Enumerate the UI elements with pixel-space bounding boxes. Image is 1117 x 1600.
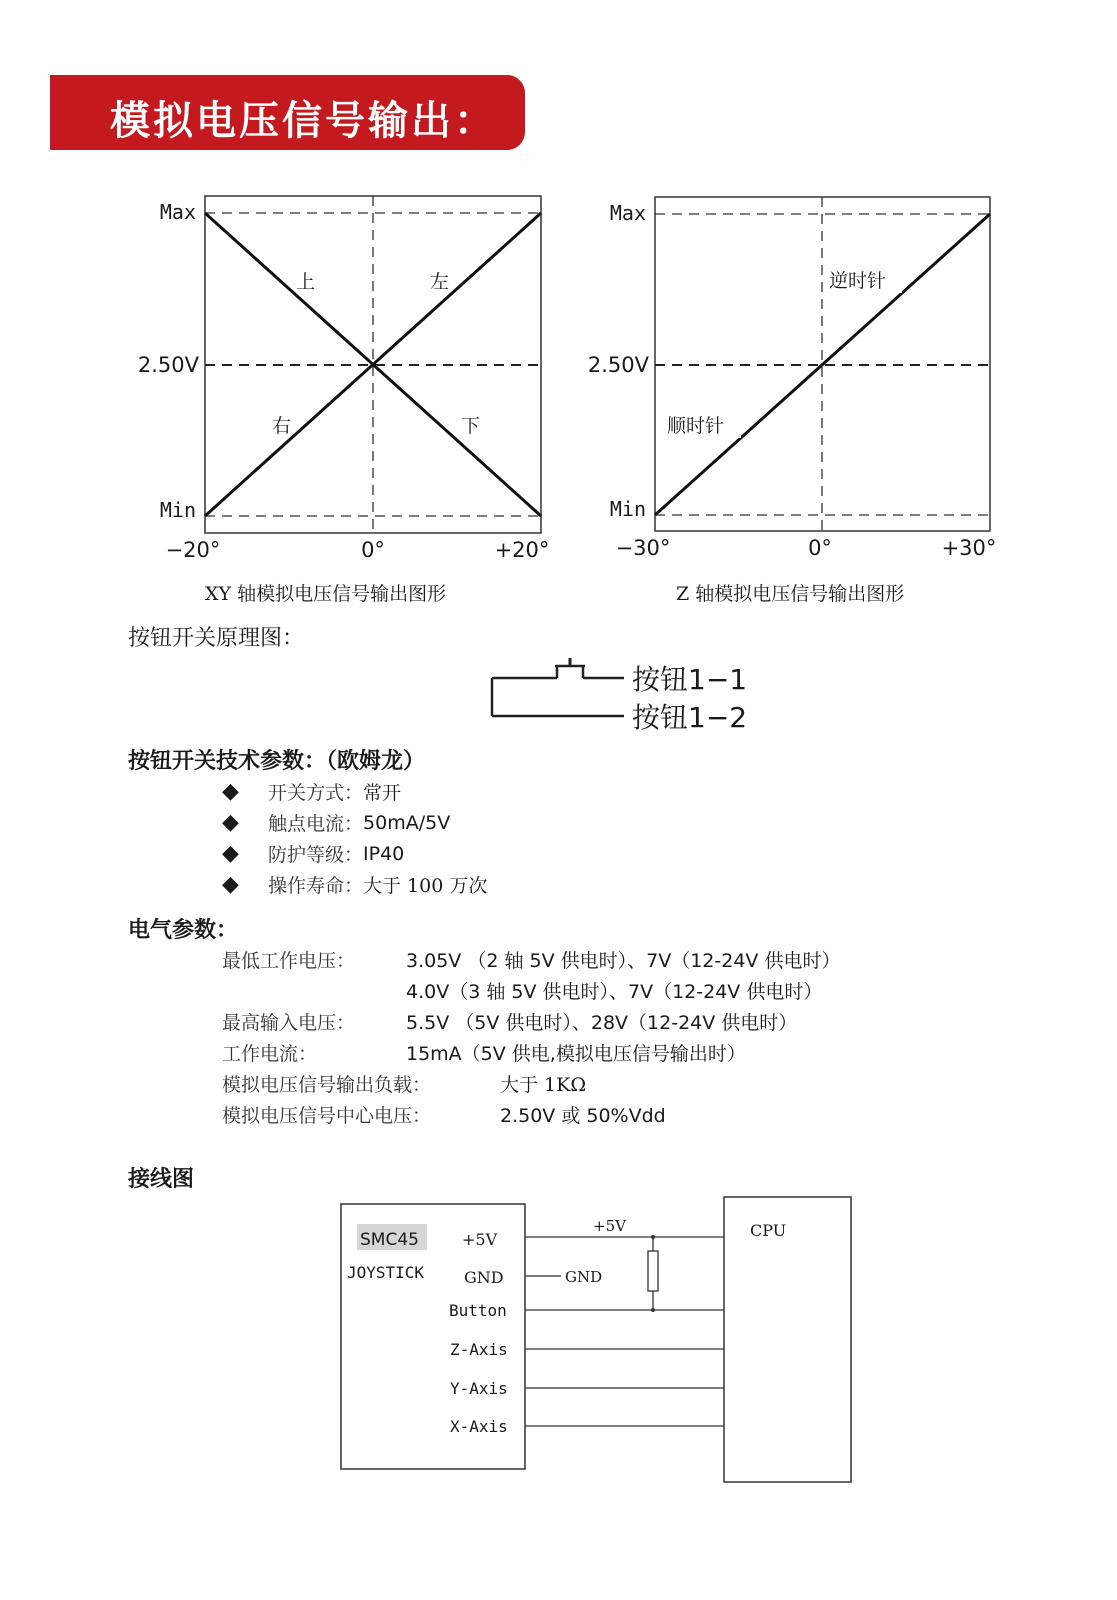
button-pin1: 按钮1−1 — [632, 663, 748, 696]
z-x-center: 0° — [808, 536, 832, 560]
pin-x-axis: X-Axis — [450, 1417, 508, 1436]
wire-gnd-label: GND — [565, 1268, 603, 1286]
list-item: ◆ 操作寿命： 大于 100 万次 — [222, 872, 488, 897]
xy-chart-caption: XY 轴模拟电压信号输出图形 — [205, 583, 447, 605]
button-specs-title: 按钮开关技术参数：（欧姆龙） — [128, 749, 426, 774]
param-row: 模拟电压信号输出负载： — [222, 1074, 432, 1096]
list-item: ◆ 防护等级： IP40 — [222, 841, 405, 866]
device-model: SMC45 — [360, 1230, 419, 1250]
diamond-bullet-icon: ◆ — [222, 841, 239, 866]
param-value: 大于 1KΩ — [500, 1074, 587, 1096]
wire-5v-label: +5V — [593, 1217, 626, 1235]
button-pin2: 按钮1−2 — [632, 701, 748, 734]
param-value: 4.0V（3 轴 5V 供电时）、7V（12-24V 供电时） — [406, 981, 823, 1003]
electrical-title: 电气参数： — [128, 918, 239, 943]
cpu-label: CPU — [750, 1221, 787, 1240]
param-value: 15mA（5V 供电,模拟电压信号输出时） — [406, 1043, 746, 1065]
page-title: 模拟电压信号输出： — [110, 98, 497, 144]
device-type: JOYSTICK — [347, 1263, 425, 1282]
param-row: 工作电流： — [222, 1043, 318, 1065]
diamond-bullet-icon: ◆ — [222, 810, 239, 835]
diamond-bullet-icon: ◆ — [222, 872, 239, 897]
diamond-bullet-icon: ◆ — [222, 779, 239, 804]
z-y-min: Min — [609, 497, 646, 521]
junction-5v — [651, 1235, 655, 1239]
cpu-box — [724, 1197, 851, 1482]
button-schematic-title: 按钮开关原理图： — [128, 626, 305, 651]
list-item: ◆ 开关方式： 常开 — [222, 779, 402, 804]
param-row: 最高输入电压： — [222, 1012, 356, 1034]
param-row: 模拟电压信号中心电压： — [222, 1105, 432, 1127]
xy-y-max: Max — [159, 200, 196, 224]
z-x-right: +30° — [941, 536, 997, 560]
z-y-mid: 2.50V — [587, 353, 649, 377]
pin-5v: +5V — [462, 1230, 498, 1249]
wiring-title: 接线图 — [128, 1167, 195, 1192]
pin-gnd: GND — [464, 1268, 504, 1287]
z-label-ccw: 逆时针 — [829, 270, 887, 292]
pin-z-axis: Z-Axis — [450, 1340, 508, 1359]
xy-label-up: 上 — [296, 271, 316, 293]
z-label-cw: 顺时针 — [667, 415, 725, 437]
pin-button: Button — [449, 1301, 507, 1320]
xy-label-right: 右 — [272, 415, 292, 437]
param-value: 3.05V （2 轴 5V 供电时）、7V（12-24V 供电时） — [406, 950, 841, 972]
xy-y-mid: 2.50V — [137, 353, 199, 377]
xy-x-left: −20° — [165, 538, 221, 562]
z-y-max: Max — [609, 201, 646, 225]
pin-y-axis: Y-Axis — [450, 1379, 508, 1398]
list-item: ◆ 触点电流： 50mA/5V — [222, 810, 451, 835]
param-value: 2.50V 或 50%Vdd — [500, 1105, 666, 1127]
param-value: 5.5V （5V 供电时）、28V（12-24V 供电时） — [406, 1012, 798, 1034]
xy-label-left: 左 — [430, 271, 450, 293]
xy-x-center: 0° — [361, 538, 385, 562]
param-row: 最低工作电压： — [222, 950, 356, 972]
xy-y-min: Min — [159, 498, 196, 522]
xy-x-right: +20° — [494, 538, 550, 562]
xy-label-down: 下 — [461, 415, 481, 437]
resistor-icon — [648, 1251, 658, 1291]
z-chart-caption: Z 轴模拟电压信号输出图形 — [676, 583, 905, 605]
z-x-left: −30° — [615, 536, 671, 560]
